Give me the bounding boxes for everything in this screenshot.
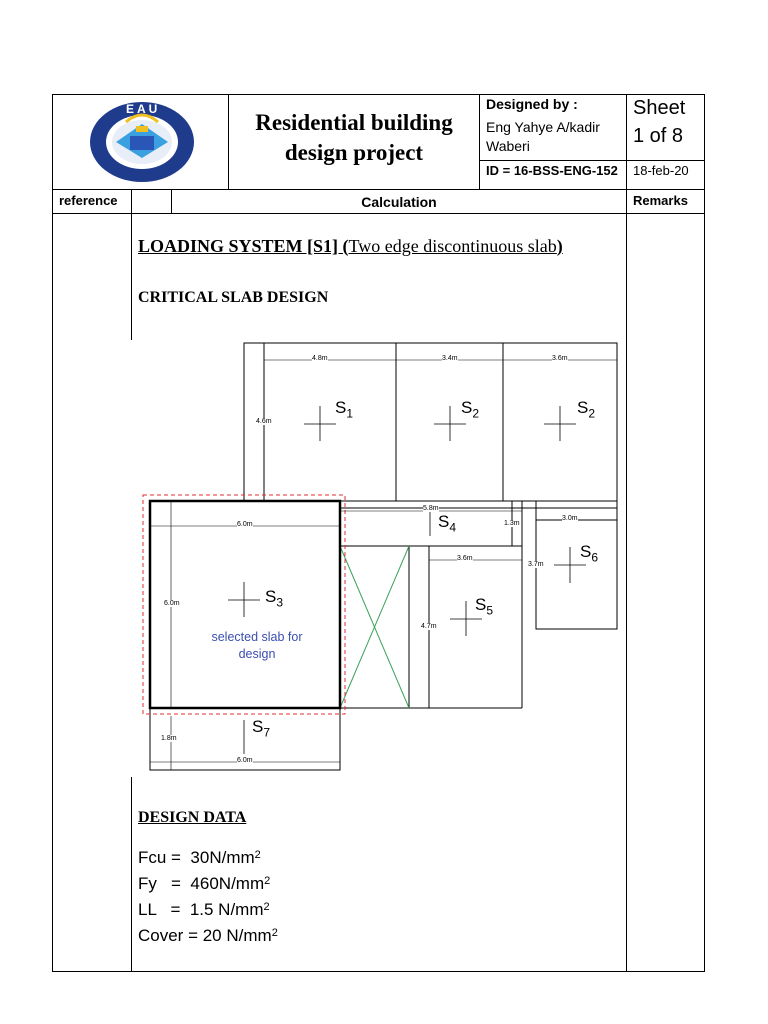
slab-label-s5: $S_5$ <box>475 595 494 618</box>
designed-by-label: Designed by : <box>486 96 578 112</box>
loading-system-heading <box>138 236 563 257</box>
university-logo <box>86 100 198 184</box>
logo-text: EAU <box>126 102 161 116</box>
designer-name-line-1: Eng Yahye A/kadir <box>486 119 600 135</box>
selected-slab-note <box>190 629 324 663</box>
sheet-number: 1 of 8 <box>633 125 684 147</box>
heading-part-a: LOADING SYSTEM [S1] ( <box>138 236 349 256</box>
slab-label-s4: $S_4$ <box>438 512 457 535</box>
sheet-date: 18-feb-20 <box>633 163 689 178</box>
dim-s4-width: 5.8m <box>423 505 439 512</box>
dim-s6-height: 3.7m <box>528 561 544 568</box>
critical-slab-heading: CRITICAL SLAB DESIGN <box>138 289 329 306</box>
data-line-fcu: Fcu = $30N/mm^2$ <box>138 848 261 867</box>
slab-label-s2b: $S_2$ <box>577 398 596 421</box>
slab-label-s3: $S_3$ <box>265 587 284 610</box>
slab-label-s2a: $S_2$ <box>461 398 480 421</box>
design-data-heading: DESIGN DATA <box>138 809 247 826</box>
sheet-label: Sheet <box>633 97 686 119</box>
column-remarks: Remarks <box>633 193 688 208</box>
dim-s2a-width: 3.4m <box>442 355 458 362</box>
dim-s2b-width: 3.6m <box>552 355 568 362</box>
slab-label-s6: $S_6$ <box>580 542 599 565</box>
project-title <box>229 108 479 168</box>
student-id: ID = 16-BSS-ENG-152 <box>486 163 618 178</box>
slab-label-s1: $S_1$ <box>335 398 354 421</box>
selected-note-line-2: design <box>238 647 276 661</box>
data-line-cover: Cover = 20 $N/mm^2$ <box>138 926 278 945</box>
data-line-fy: $Fy = 460N/mm^2$ <box>138 874 271 893</box>
dim-s3-height: 6.0m <box>164 600 180 607</box>
dim-s7-height: 1.8m <box>161 735 177 742</box>
dim-s5-width: 3.6m <box>457 555 473 562</box>
data-line-ll: LL = 1.5 $N/mm^2$ <box>138 900 270 919</box>
design-data-list <box>138 845 278 949</box>
designer-name-line-2: Waberi <box>486 138 530 154</box>
title-line-2: design project <box>284 140 424 165</box>
dim-s5-height: 4.7m <box>421 623 437 630</box>
dim-s1-width: 4.8m <box>312 355 328 362</box>
slab-label-s7: $S_7$ <box>252 717 271 740</box>
dim-s3-width: 6.0m <box>237 521 253 528</box>
dim-s7-width: 6.0m <box>237 757 253 764</box>
column-reference: reference <box>59 193 118 208</box>
title-line-1: Residential building <box>255 110 453 135</box>
column-calculation: Calculation <box>361 194 437 210</box>
dim-s1-height: 4.6m <box>256 418 272 425</box>
selected-note-line-1: selected slab for <box>211 630 303 644</box>
heading-part-b: Two edge discontinuous slab <box>348 236 557 256</box>
dim-s6-width: 3.0m <box>562 515 578 522</box>
heading-part-c: ) <box>556 236 563 256</box>
dim-s4-height: 1.3m <box>504 520 520 527</box>
